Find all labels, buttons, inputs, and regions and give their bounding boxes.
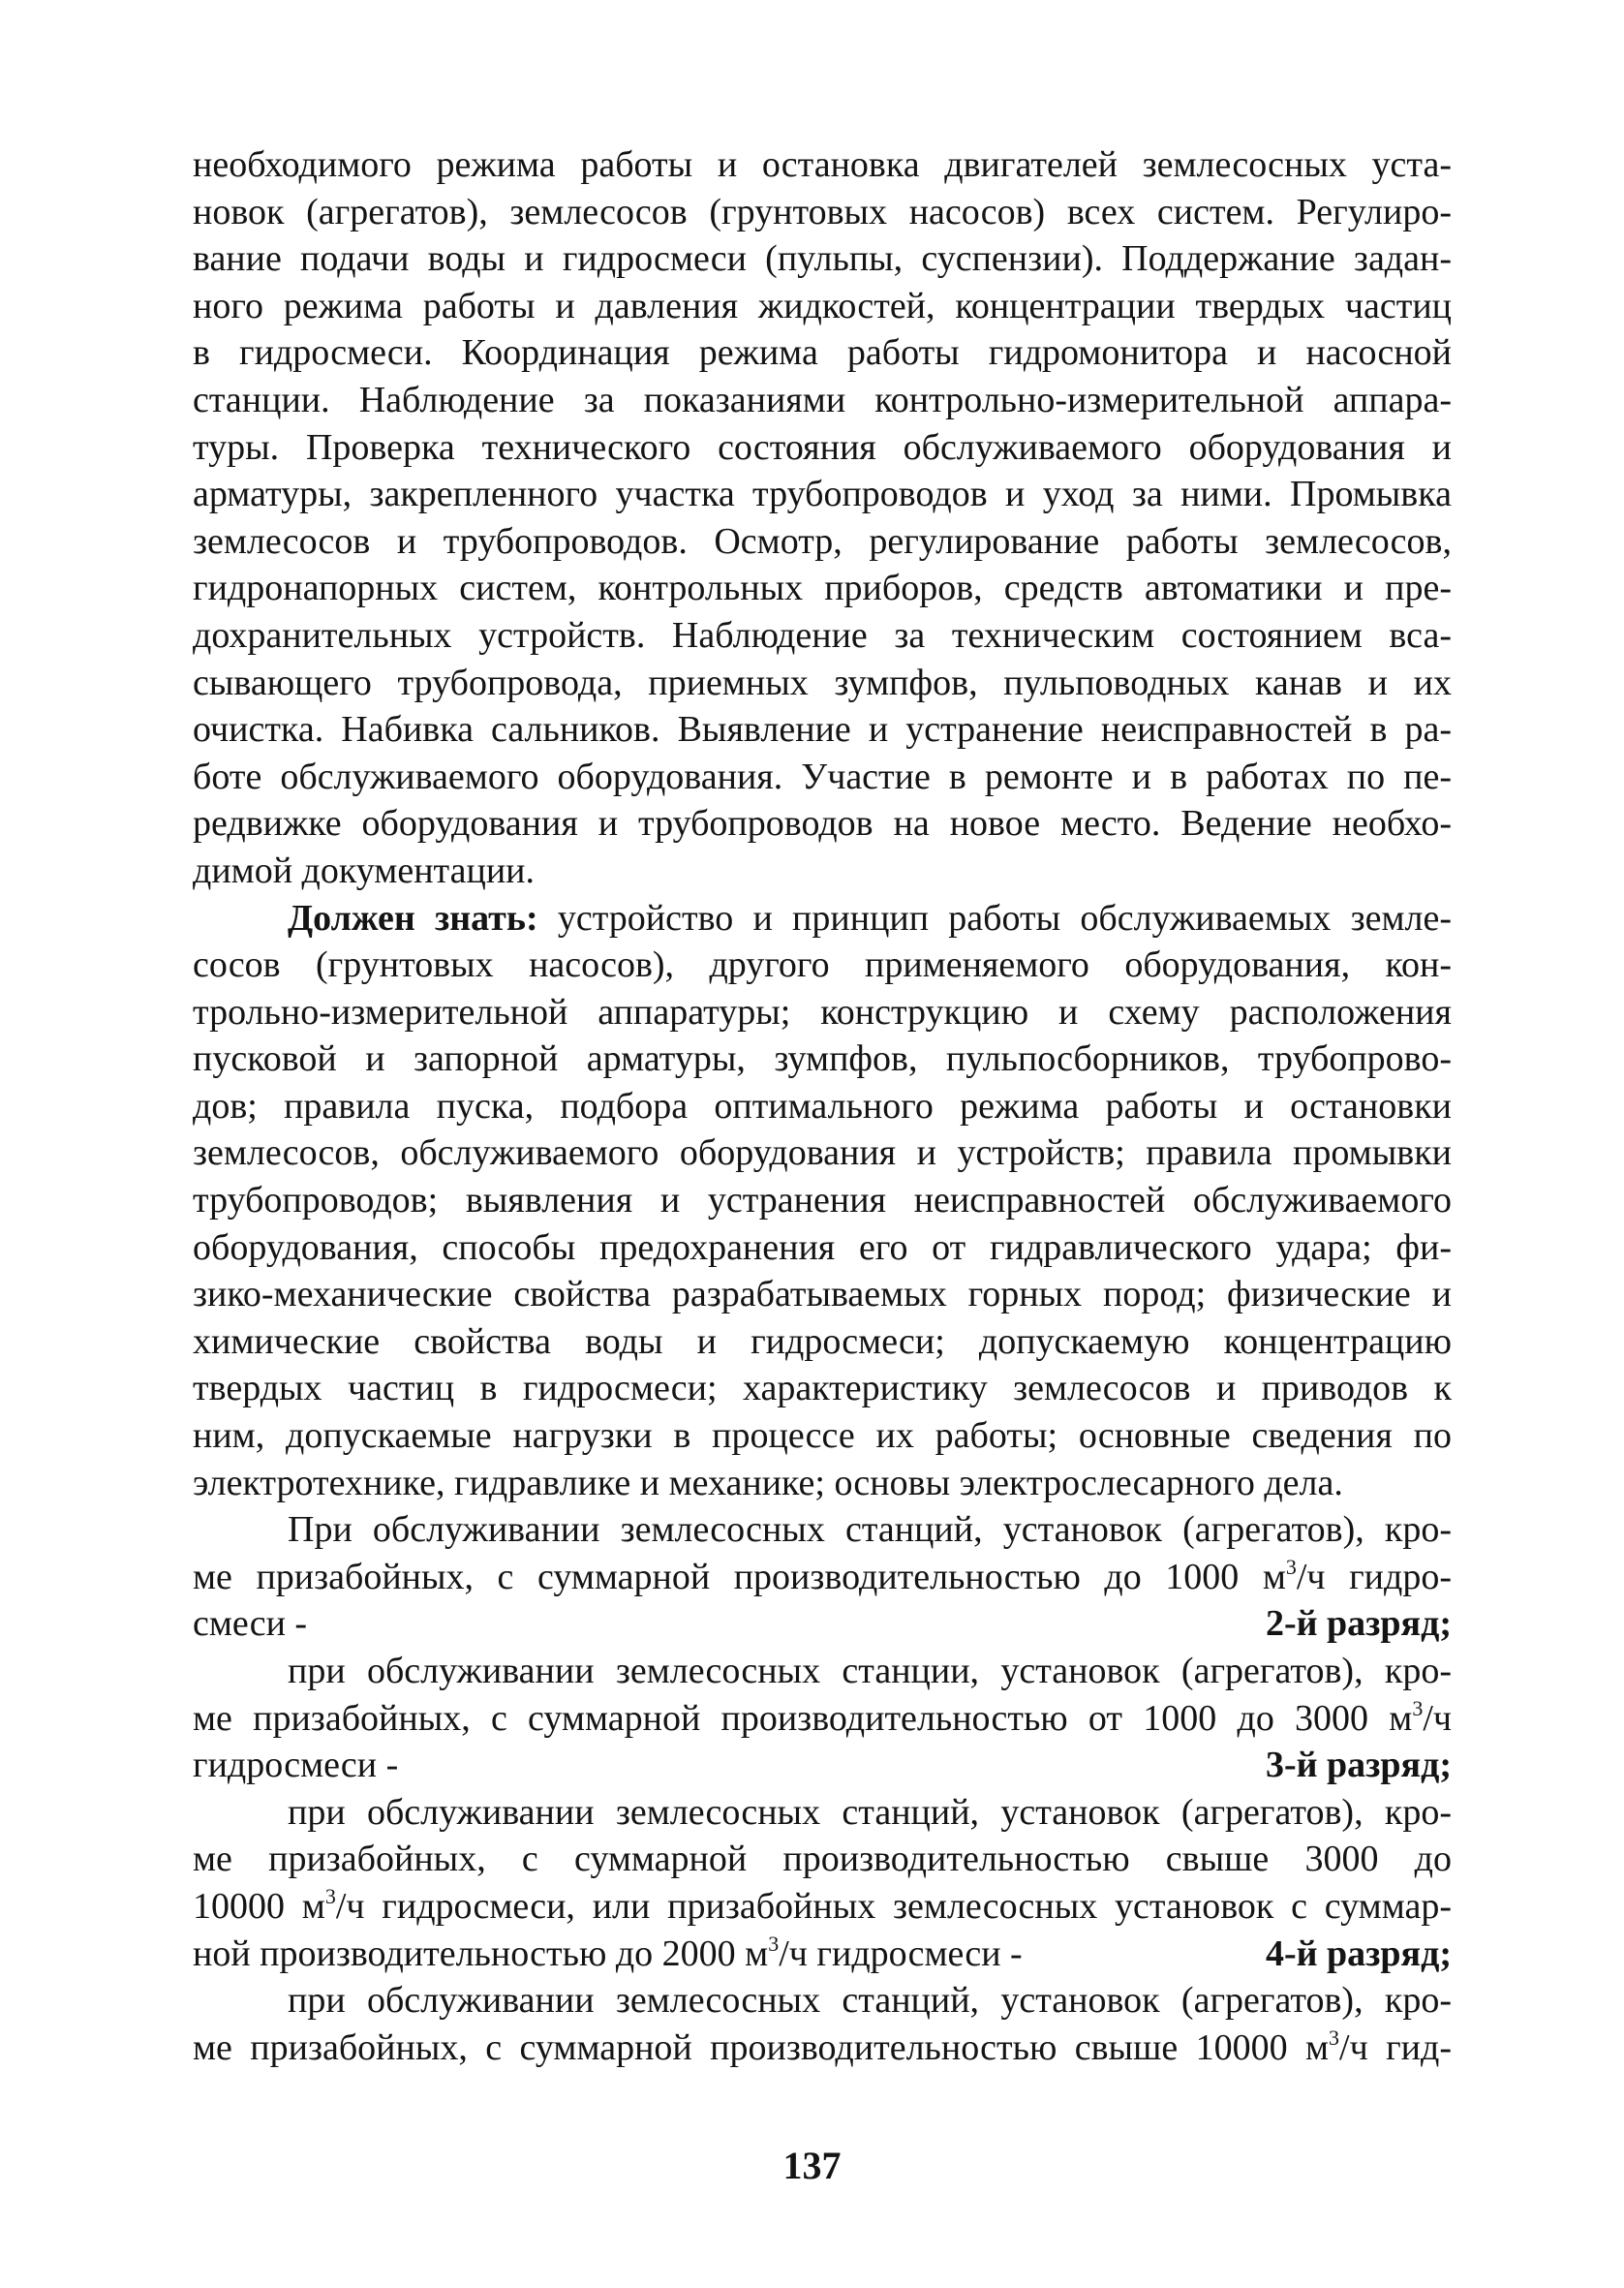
superscript: 3: [768, 1931, 780, 1956]
text-line: [193, 1695, 1452, 1743]
knowledge-label: Должен знать:: [288, 897, 538, 939]
text-fragment: /ч гид-: [1339, 2026, 1452, 2068]
superscript: 3: [1412, 1695, 1424, 1720]
grade-3-paragraph: [193, 1648, 1452, 1789]
text-fragment: ме призабойных, с суммарной производительностью до 1000 м: [193, 1556, 1286, 1597]
text-line: При обслуживании землесосных станций, установок (агрегатов), кро-: [288, 1509, 1452, 1551]
grade-5-paragraph: [193, 1977, 1452, 2071]
text-fragment: ме призабойных, с суммарной производительностью от 1000 до 3000 м: [193, 1697, 1413, 1739]
text-line: боте обслуживаемого оборудования. Участие в ремонте и в работах по пе-: [193, 756, 1452, 797]
text-line: дохранительных устройств. Наблюдение за техническим состоянием вса-: [193, 614, 1452, 656]
superscript: 3: [1285, 1554, 1297, 1579]
text-line: трубопроводов; выявления и устранения неисправностей обслуживаемого: [193, 1180, 1452, 1221]
text-line: ним, допускаемые нагрузки в процессе их работы; основные сведения по: [193, 1415, 1452, 1457]
text-fragment: [193, 1931, 1023, 1978]
text-line: арматуры, закрепленного участка трубопроводов и уход за ними. Промывка: [193, 474, 1452, 515]
text-line: химические свойства воды и гидросмеси; допускаемую концентрацию: [193, 1320, 1452, 1362]
text-fragment: гидросмеси -: [193, 1745, 399, 1786]
knowledge-first-line: [193, 895, 1452, 943]
text-fragment: /ч: [1423, 1697, 1452, 1739]
text-line: [193, 2025, 1452, 2072]
text-line: при обслуживании землесосных станций, установок (агрегатов), кро-: [288, 1980, 1452, 2022]
superscript: 3: [1329, 2025, 1340, 2050]
text-line: трольно-измерительной аппаратуры; конструкцию и схему расположения: [193, 991, 1452, 1033]
text-fragment: смеси -: [193, 1603, 308, 1645]
knowledge-first-line-text: устройство и принцип работы обслуживаемых земле-: [537, 897, 1453, 939]
text-fragment: ной производительностью до 2000 м: [193, 1932, 769, 1974]
work-description-paragraph: [193, 141, 1452, 895]
rank-line: [193, 1931, 1452, 1978]
text-line: оборудования, способы предохранения его от гидравлического удара; фи-: [193, 1226, 1452, 1268]
text-line: сывающего трубопровода, приемных зумпфов, пульповодных канав и их: [193, 662, 1452, 703]
knowledge-paragraph: [193, 895, 1452, 1507]
text-line: землесосов и трубопроводов. Осмотр, регулирование работы землесосов,: [193, 520, 1452, 562]
rank-label: 2-й разряд;: [1265, 1603, 1452, 1645]
page-body: [193, 141, 1452, 2071]
superscript: 3: [324, 1883, 336, 1908]
text-line: зико-механические свойства разрабатываемых горных пород; физические и: [193, 1274, 1452, 1315]
text-line: твердых частиц в гидросмеси; характеристику землесосов и приводов к: [193, 1368, 1452, 1409]
rank-label: 4-й разряд;: [1265, 1932, 1452, 1974]
grade-2-paragraph: [193, 1506, 1452, 1648]
text-line: туры. Проверка технического состояния обслуживаемого оборудования и: [193, 426, 1452, 468]
text-line: при обслуживании землесосных станций, установок (агрегатов), кро-: [288, 1791, 1452, 1833]
text-fragment: /ч гидросмеси, или призабойных землесосных установок с суммар-: [335, 1885, 1452, 1927]
text-line: ного режима работы и давления жидкостей, концентрации твердых частиц: [193, 285, 1452, 326]
text-fragment: /ч гидросмеси -: [779, 1932, 1023, 1974]
text-line: землесосов, обслуживаемого оборудования и устройств; правила промывки: [193, 1132, 1452, 1174]
text-line: пусковой и запорной арматуры, зумпфов, пульпосборников, трубопрово-: [193, 1038, 1452, 1080]
text-line: в гидросмеси. Координация режима работы гидромонитора и насосной: [193, 332, 1452, 374]
rank-line: [193, 1600, 1452, 1648]
text-line: редвижке оборудования и трубопроводов на новое место. Ведение необхо-: [193, 803, 1452, 845]
text-line: ме призабойных, с суммарной производительностью свыше 3000 до: [193, 1839, 1452, 1880]
text-line: новок (агрегатов), землесосов (грунтовых насосов) всех систем. Регулиро-: [193, 191, 1452, 232]
text-line: [193, 1883, 1452, 1931]
text-line: необходимого режима работы и остановка двигателей землесосных уста-: [193, 144, 1452, 185]
text-line: димой документации.: [193, 850, 536, 891]
text-fragment: ме призабойных, с суммарной производительностью свыше 10000 м: [193, 2026, 1330, 2068]
rank-label: 3-й разряд;: [1265, 1745, 1452, 1786]
text-line: сосов (грунтовых насосов), другого применяемого оборудования, кон-: [193, 944, 1452, 986]
text-line: электротехнике, гидравлике и механике; основы электрослесарного дела.: [193, 1462, 1343, 1503]
text-line: при обслуживании землесосных станции, установок (агрегатов), кро-: [288, 1651, 1452, 1691]
rank-line: [193, 1742, 1452, 1789]
text-line: гидронапорных систем, контрольных приборов, средств автоматики и пре-: [193, 568, 1452, 609]
text-fragment: 10000 м: [193, 1885, 325, 1927]
text-line: дов; правила пуска, подбора оптимального режима работы и остановки: [193, 1085, 1452, 1127]
page-number: 137: [782, 2144, 842, 2187]
text-line: вание подачи воды и гидросмеси (пульпы, суспензии). Поддержание задан-: [193, 238, 1452, 280]
grade-4-paragraph: [193, 1789, 1452, 1977]
text-line: станции. Наблюдение за показаниями контрольно-измерительной аппара-: [193, 379, 1452, 420]
text-line: очистка. Набивка сальников. Выявление и устранение неисправностей в ра-: [193, 709, 1452, 751]
text-fragment: /ч гидро-: [1296, 1556, 1452, 1597]
text-line: [193, 1554, 1452, 1601]
